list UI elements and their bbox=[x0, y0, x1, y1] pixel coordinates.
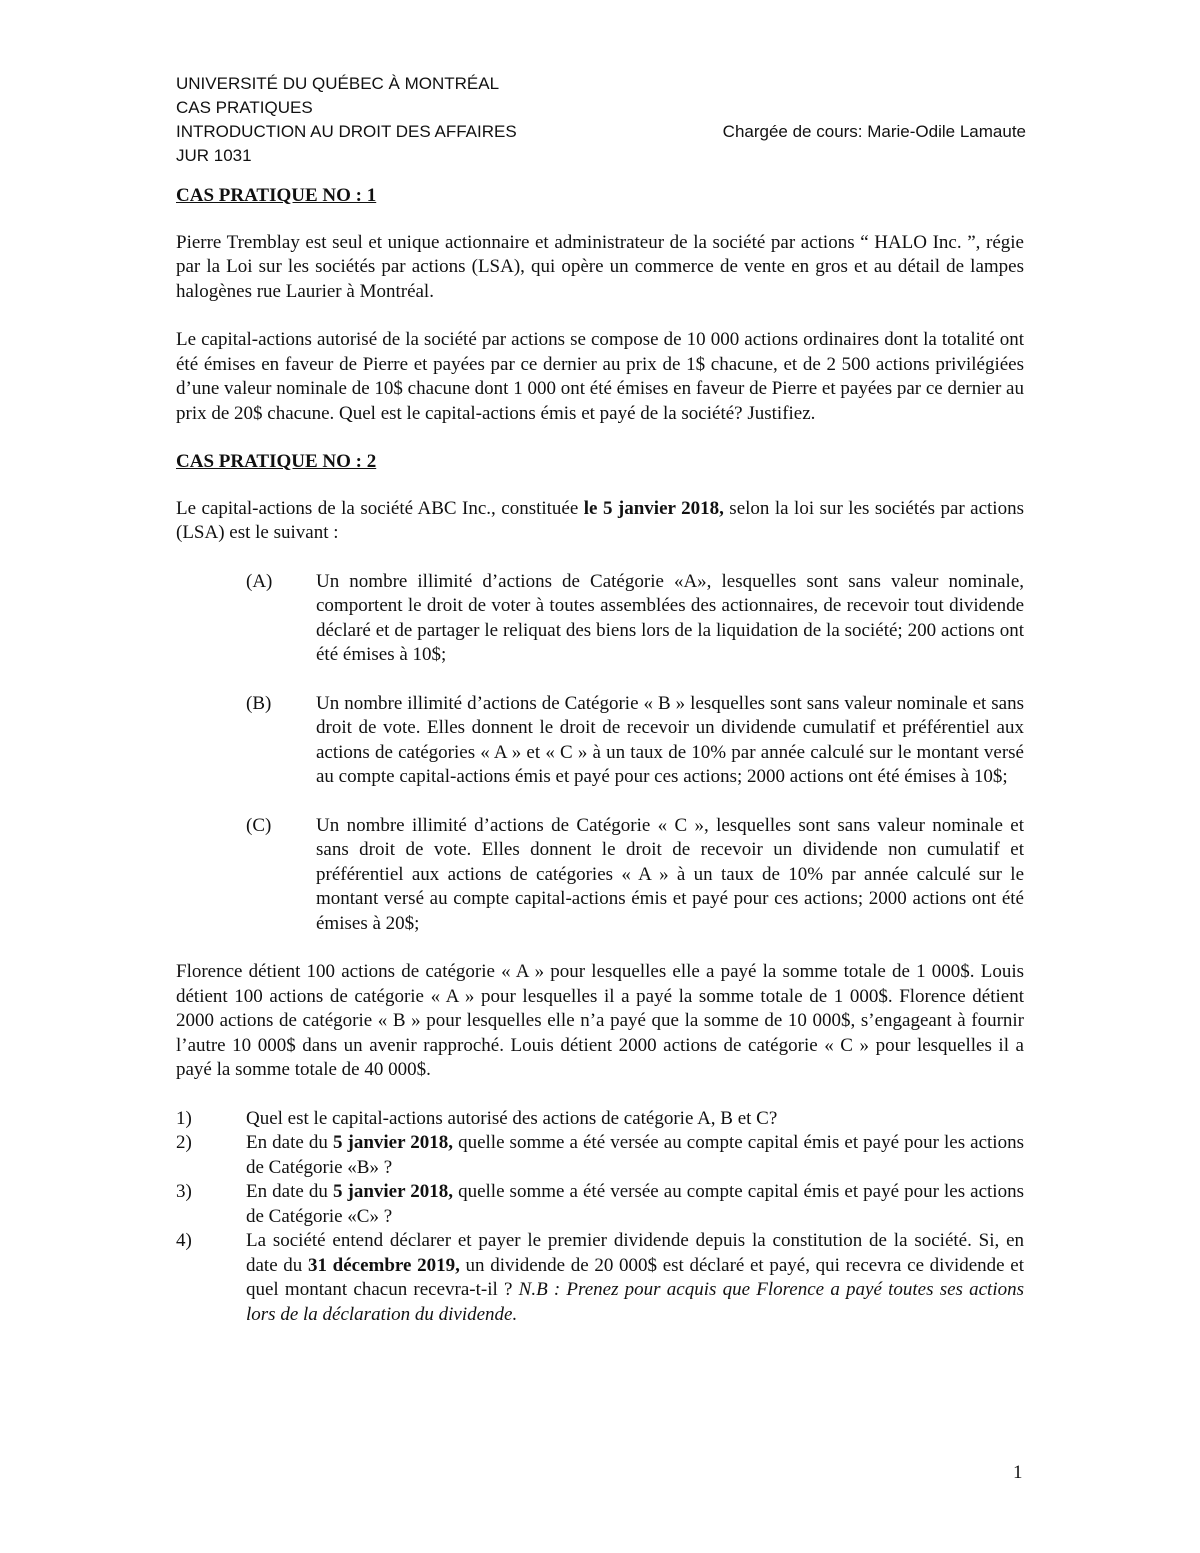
case2-intro bbox=[176, 497, 1024, 546]
category-c-item bbox=[246, 814, 1024, 937]
page-number: 1 bbox=[1013, 1462, 1023, 1483]
question-1 bbox=[176, 1107, 1024, 1132]
category-text: Un nombre illimité d’actions de Catégorie «A», lesquelles sont sans valeur nominale, comportent le droit de voter à toutes assemblées des actionnaires, de recevoir tout dividende déclaré et de partager le reliquat des biens lors de la liquidation de la société; 200 actions ont été émises à 10$; bbox=[316, 570, 1024, 665]
question-text-start: En date du bbox=[246, 1181, 333, 1202]
question-text: Quel est le capital-actions autorisé des actions de catégorie A, B et C? bbox=[246, 1107, 778, 1129]
university-name: UNIVERSITÉ DU QUÉBEC À MONTRÉAL bbox=[176, 74, 500, 93]
course-title: INTRODUCTION AU DROIT DES AFFAIRES bbox=[176, 122, 517, 141]
question-date: 5 janvier 2018, bbox=[332, 1181, 454, 1202]
document-body bbox=[176, 184, 1024, 1327]
document-header bbox=[176, 72, 1026, 168]
question-text-end: un dividende de 20 000$ est déclaré et payé, qui recevra ce dividende et quel montant chacun recevra-t-il ? bbox=[246, 1254, 1024, 1300]
question-date: 31 décembre 2019, bbox=[307, 1254, 460, 1276]
shareholdings-paragraph: Florence détient 100 actions de catégorie « A » pour lesquelles elle a payé la somme totale de 1 000$. Louis détient 100 actions de catégorie « A » pour lesquelles il a payé la somme totale de 1 000$. Florence détient 2000 actions de catégorie « B » pour lesquelles elle n’a payé que la somme de 10 000$, s’engageant à fournir l’autre 10 000$ dans un avenir rapproché. Louis détient 2000 actions de catégorie « C » pour lesquelles il a payé la somme totale de 40 000$. bbox=[176, 961, 1024, 1080]
category-label: (A) bbox=[246, 570, 273, 592]
question-text-start: La société entend déclarer et payer le premier dividende depuis la constitution de la société. Si, en date du bbox=[246, 1230, 1024, 1276]
question-number: 1) bbox=[176, 1107, 192, 1129]
question-3 bbox=[176, 1180, 1024, 1229]
document-type: CAS PRATIQUES bbox=[176, 98, 313, 117]
question-number: 4) bbox=[176, 1230, 192, 1251]
question-text-end: quelle somme a été versée au compte capital émis et payé pour les actions de Catégorie «C» ? bbox=[246, 1181, 1024, 1227]
case2-intro-date: le 5 janvier 2018, bbox=[583, 497, 724, 519]
category-text: Un nombre illimité d’actions de Catégorie « B » lesquelles sont sans valeur nominale et sans droit de vote. Elles donnent le droit de recevoir un dividende cumulatif et préférentiel aux actions de catégories « A » et « C » à un taux de 10% par année calculé sur le montant versé au compte capital-actions émis et payé pour ces actions; 2000 actions ont été émises à 10$; bbox=[316, 692, 1024, 787]
share-categories bbox=[176, 570, 1024, 937]
category-text: Un nombre illimité d’actions de Catégorie « C », lesquelles sont sans valeur nominale et sans droit de vote. Elles donnent le droit de recevoir un dividende non cumulatif et préférentiel aux actions de catégories « A » à un taux de 10% par année calculé sur le montant versé au compte capital-actions émis et payé pour ces actions; 2000 actions ont été émises à 20$; bbox=[316, 814, 1024, 934]
question-text bbox=[246, 1180, 1024, 1229]
question-text-end: quelle somme a été versée au compte capital émis et payé pour les actions de Catégorie «B» ? bbox=[246, 1132, 1024, 1178]
question-note: N.B : Prenez pour acquis que Florence a payé toutes ses actions lors de la déclaration du dividende. bbox=[246, 1279, 1025, 1325]
case1-paragraph-1: Pierre Tremblay est seul et unique actionnaire et administrateur de la société par actions “ HALO Inc. ”, régie par la Loi sur les sociétés par actions (LSA), qui opère un commerce de vente en gros et au détail de lampes halogènes rue Laurier à Montréal. bbox=[176, 231, 1024, 302]
case2-intro-text-end: selon la loi sur les sociétés par actions (LSA) est le suivant : bbox=[176, 497, 1024, 543]
course-code: JUR 1031 bbox=[176, 146, 252, 165]
question-2 bbox=[176, 1131, 1024, 1180]
question-number: 3) bbox=[176, 1181, 192, 1202]
case1-paragraph-2: Le capital-actions autorisé de la société par actions se compose de 10 000 actions ordinaires dont la totalité ont été émises en faveur de Pierre et payées par ce dernier au prix de 1$ chacune, et de 2 500 actions privilégiées d’une valeur nominale de 10$ chacune dont 1 000 ont été émises en faveur de Pierre et payées par ce dernier au prix de 20$ chacune. Quel est le capital-actions émis et payé de la société? Justifiez. bbox=[176, 329, 1024, 424]
case1-title: CAS PRATIQUE NO : 1 bbox=[176, 185, 377, 206]
question-number: 2) bbox=[176, 1132, 192, 1153]
instructor-name: Chargée de cours: Marie-Odile Lamaute bbox=[722, 122, 1026, 141]
question-text bbox=[246, 1131, 1024, 1180]
course-row bbox=[176, 120, 1026, 144]
category-b-item bbox=[246, 692, 1024, 790]
question-text bbox=[246, 1229, 1024, 1327]
question-date: 5 janvier 2018, bbox=[332, 1132, 454, 1153]
question-4 bbox=[176, 1229, 1024, 1327]
case2-title: CAS PRATIQUE NO : 2 bbox=[176, 451, 377, 472]
case2-intro-text: Le capital-actions de la société ABC Inc., constituée bbox=[176, 497, 584, 519]
category-label: (C) bbox=[246, 814, 272, 836]
category-a-item bbox=[246, 570, 1024, 668]
question-text-start: En date du bbox=[246, 1132, 333, 1153]
category-label: (B) bbox=[246, 692, 272, 714]
